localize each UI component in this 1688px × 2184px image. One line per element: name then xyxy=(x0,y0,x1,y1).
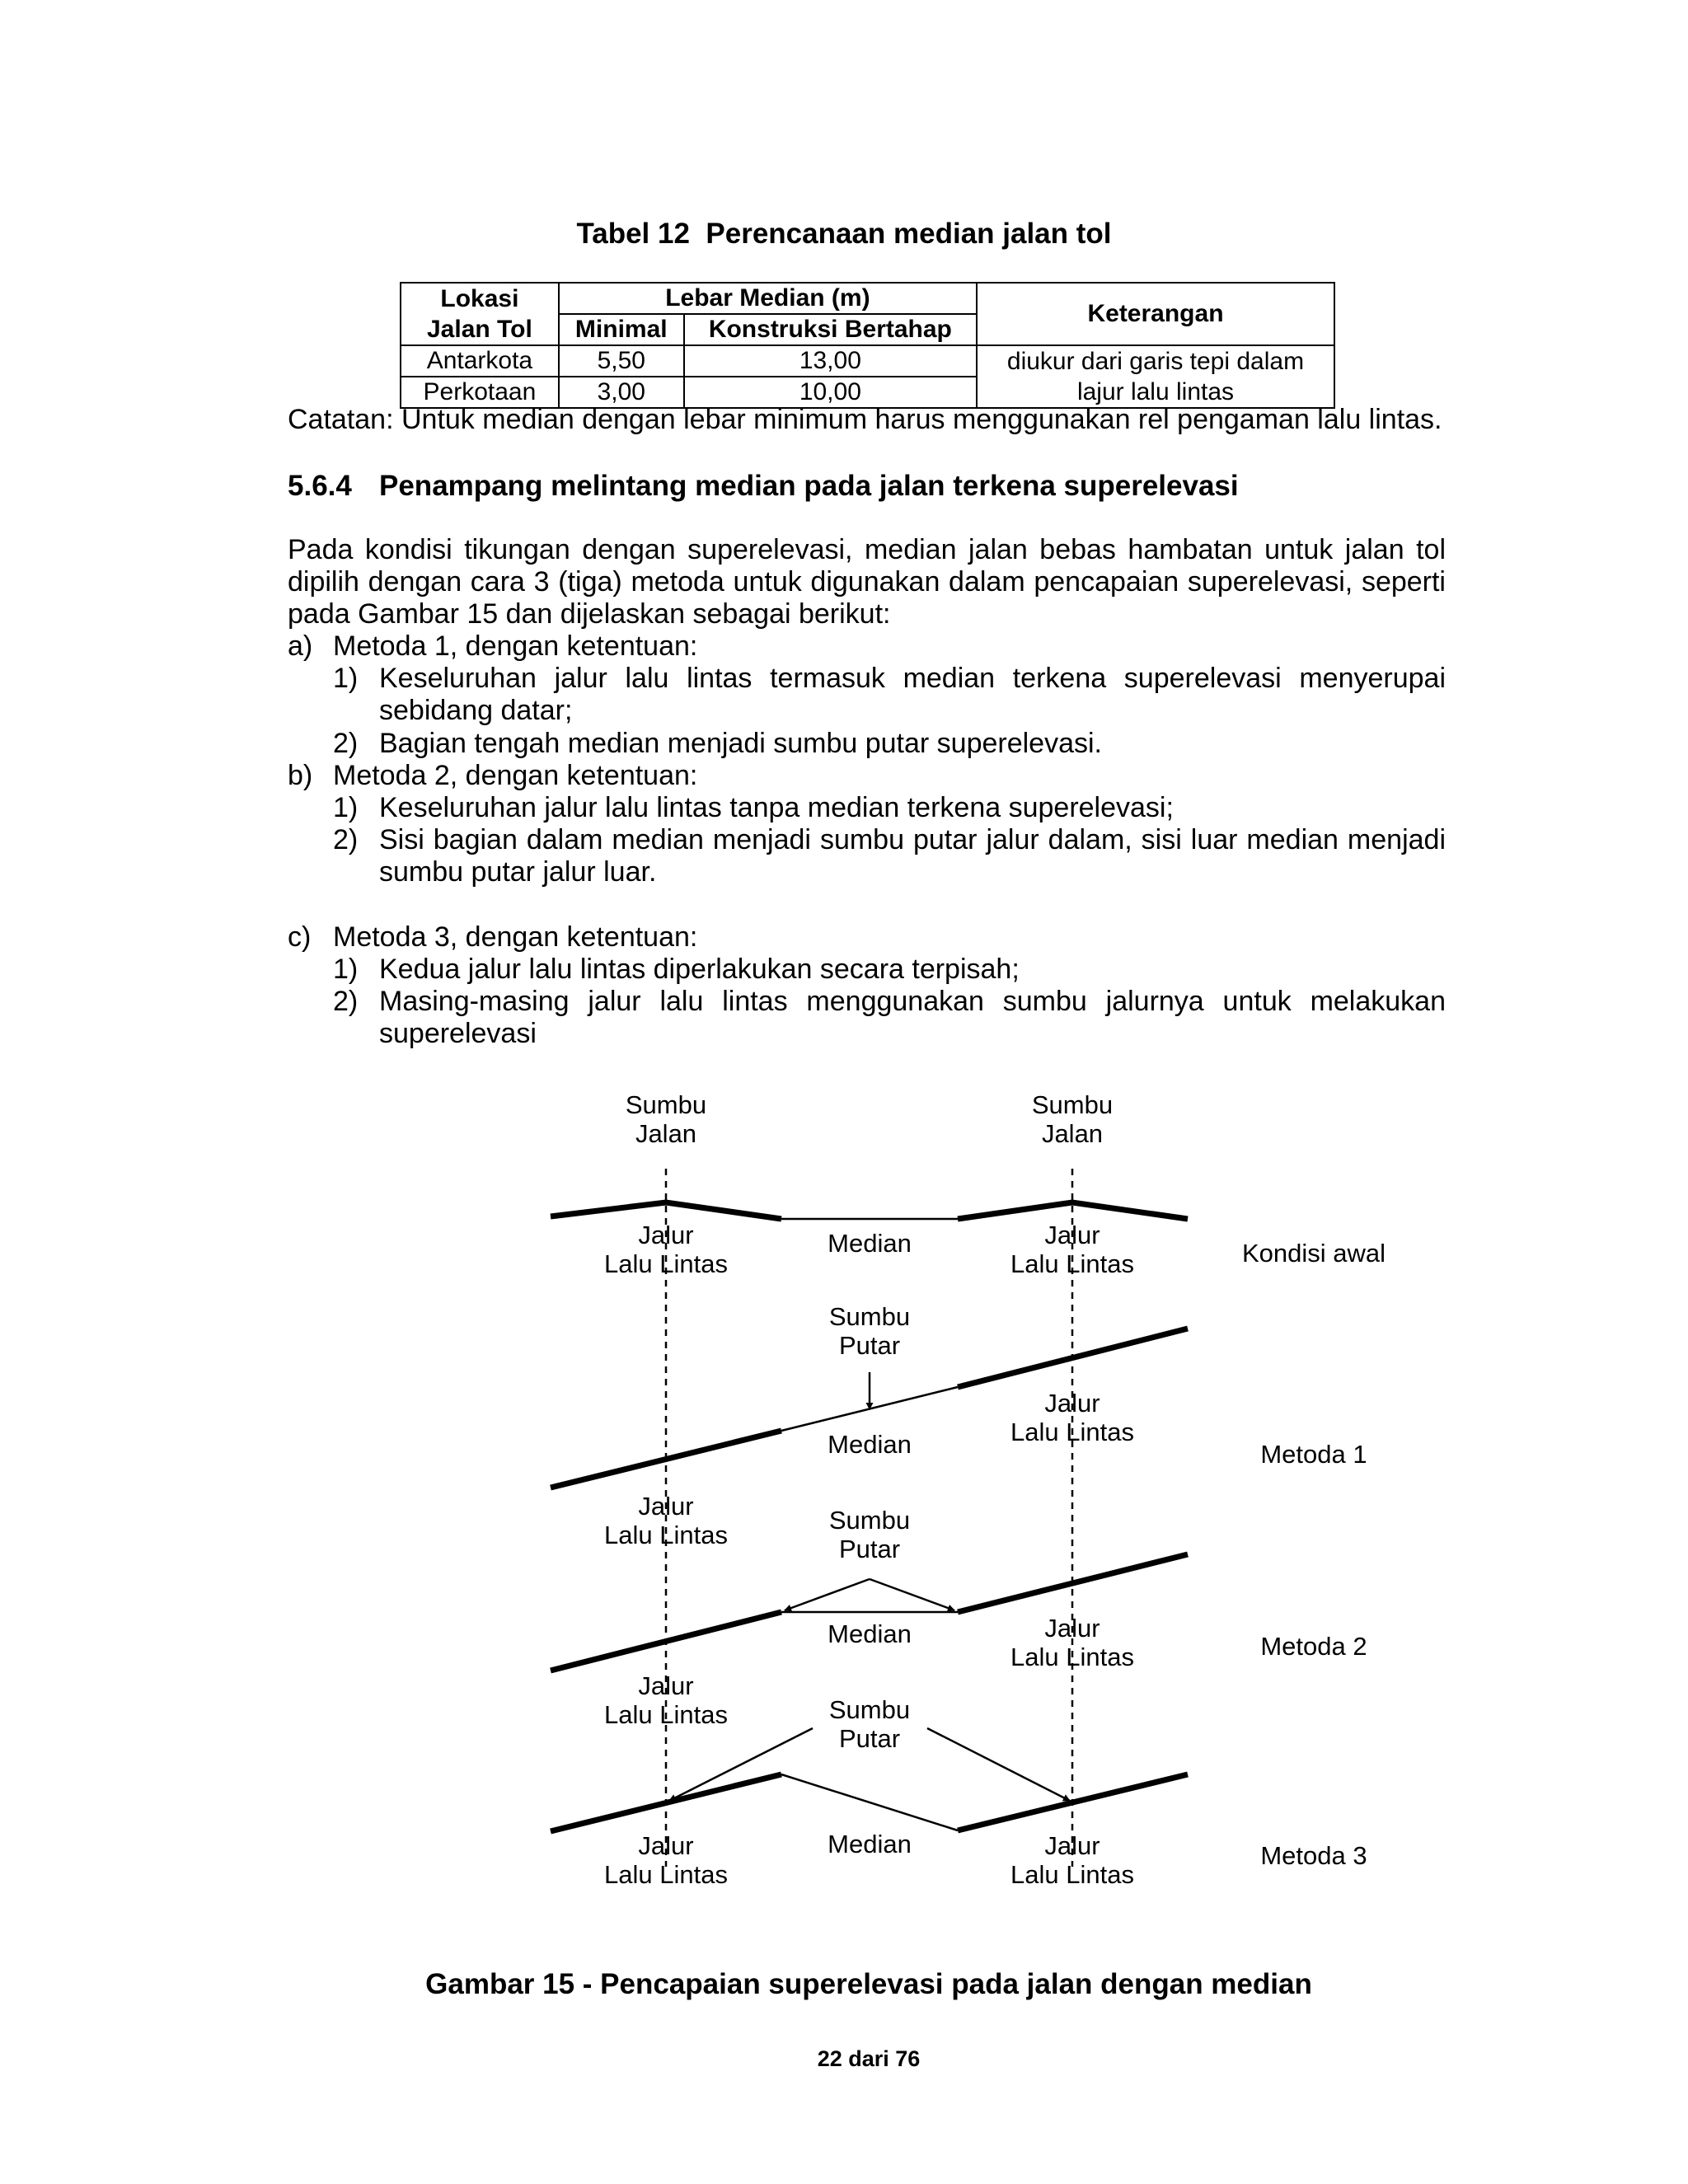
method-title: Metoda 2, dengan ketentuan: xyxy=(333,760,698,791)
section-title: Penampang melintang median pada jalan terkena superelevasi xyxy=(379,470,1239,502)
label-lalu-lintas: Lalu Lintas xyxy=(604,1700,728,1729)
header-lebar-median: Lebar Median (m) xyxy=(559,283,977,314)
item-marker: 1) xyxy=(333,954,359,985)
item-marker: 1) xyxy=(333,663,359,694)
header-keterangan: Keterangan xyxy=(977,283,1334,345)
label-jalur: Jalur xyxy=(1044,1389,1100,1418)
label-jalur: Jalur xyxy=(638,1221,694,1249)
cell-konstruksi: 10,00 xyxy=(684,377,977,408)
header-lokasi: Lokasi xyxy=(401,283,559,314)
label-putar: Putar xyxy=(838,1331,901,1360)
label-median: Median xyxy=(828,1229,912,1258)
item-text: Keseluruhan jalur lalu lintas tanpa median terkena superelevasi; xyxy=(379,792,1174,823)
page-number: 22 dari 76 xyxy=(817,2046,921,2071)
item-text: Masing-masing jalur lalu lintas menggunakan sumbu jalurnya untuk melakukan superelevasi xyxy=(379,986,1446,1049)
table-note: Catatan: Untuk median dengan lebar minimum harus menggunakan rel pengaman lalu lintas. xyxy=(288,404,1442,435)
section-number: 5.6.4 xyxy=(288,470,352,502)
item-text: Sisi bagian dalam median menjadi sumbu putar jalur dalam, sisi luar median menjadi sumbu putar jalur luar. xyxy=(379,824,1446,888)
label-metoda-1: Metoda 1 xyxy=(1260,1440,1367,1469)
label-metoda-3: Metoda 3 xyxy=(1260,1841,1367,1870)
item-text: Kedua jalur lalu lintas diperlakukan secara terpisah; xyxy=(379,954,1020,985)
header-konstruksi: Konstruksi Bertahap xyxy=(684,314,977,345)
label-putar: Putar xyxy=(838,1535,901,1563)
label-jalur: Jalur xyxy=(1044,1614,1100,1643)
pivot-arrow-left xyxy=(669,1728,813,1801)
profile-kondisi-awal xyxy=(551,1202,1188,1219)
cell-keterangan-1: diukur dari garis tepi dalam xyxy=(977,345,1334,377)
label-jalur: Jalur xyxy=(1044,1221,1100,1249)
label-kondisi-awal: Kondisi awal xyxy=(1241,1239,1386,1268)
table-title: Tabel 12 Perencanaan median jalan tol xyxy=(576,218,1112,250)
cell-konstruksi: 13,00 xyxy=(684,345,977,377)
label-jalur: Jalur xyxy=(1044,1831,1100,1860)
label-sumbu: Sumbu xyxy=(625,1090,707,1119)
method-marker: a) xyxy=(288,630,313,662)
label-sumbu: Sumbu xyxy=(828,1695,911,1724)
label-lalu-lintas: Lalu Lintas xyxy=(1010,1860,1134,1889)
label-sumbu: Sumbu xyxy=(1031,1090,1114,1119)
item-text: Bagian tengah median menjadi sumbu putar superelevasi. xyxy=(379,728,1102,759)
label-lalu-lintas: Lalu Lintas xyxy=(1010,1249,1134,1278)
pivot-arrow-right xyxy=(927,1728,1070,1801)
label-lalu-lintas: Lalu Lintas xyxy=(604,1249,728,1278)
cell-lokasi: Antarkota xyxy=(401,345,559,377)
pivot-arrow-outer xyxy=(870,1579,954,1610)
cell-minimal: 3,00 xyxy=(559,377,684,408)
label-sumbu: Sumbu xyxy=(828,1302,911,1331)
label-jalur: Jalur xyxy=(638,1831,694,1860)
label-sumbu: Sumbu xyxy=(828,1506,911,1535)
figure-caption: Gambar 15 - Pencapaian superelevasi pada jalan dengan median xyxy=(425,1968,1312,2000)
label-jalan: Jalan xyxy=(1041,1119,1104,1148)
item-marker: 2) xyxy=(333,986,359,1017)
label-lalu-lintas: Lalu Lintas xyxy=(604,1521,728,1549)
pivot-arrow-inner xyxy=(785,1579,870,1610)
cell-minimal: 5,50 xyxy=(559,345,684,377)
label-median: Median xyxy=(828,1830,912,1858)
label-jalur: Jalur xyxy=(638,1492,694,1521)
label-putar: Putar xyxy=(838,1724,901,1753)
header-minimal: Minimal xyxy=(559,314,684,345)
cell-lokasi: Perkotaan xyxy=(401,377,559,408)
cell-keterangan-2: lajur lalu lintas xyxy=(977,377,1334,408)
label-metoda-2: Metoda 2 xyxy=(1260,1632,1367,1661)
method-marker: b) xyxy=(288,760,313,791)
item-marker: 2) xyxy=(333,824,359,855)
label-lalu-lintas: Lalu Lintas xyxy=(1010,1643,1134,1671)
item-text: Keseluruhan jalur lalu lintas termasuk median terkena superelevasi menyerupai sebidang datar; xyxy=(379,663,1446,726)
item-marker: 2) xyxy=(333,728,359,759)
label-median: Median xyxy=(828,1430,912,1459)
header-jalan-tol: Jalan Tol xyxy=(401,314,559,345)
method-title: Metoda 1, dengan ketentuan: xyxy=(333,630,698,662)
method-marker: c) xyxy=(288,921,312,953)
method-title: Metoda 3, dengan ketentuan: xyxy=(333,921,698,953)
label-jalur: Jalur xyxy=(638,1671,694,1700)
label-median: Median xyxy=(828,1619,912,1648)
label-lalu-lintas: Lalu Lintas xyxy=(1010,1418,1134,1446)
label-lalu-lintas: Lalu Lintas xyxy=(604,1860,728,1889)
item-marker: 1) xyxy=(333,792,359,823)
label-jalan: Jalan xyxy=(635,1119,697,1148)
intro-paragraph: Pada kondisi tikungan dengan superelevasi, median jalan bebas hambatan untuk jalan tol dipilih dengan cara 3 (tiga) metoda untuk digunakan dalam pencapaian superelevasi, seperti pada Gambar 15 dan dijelaskan sebagai berikut: xyxy=(288,534,1446,630)
